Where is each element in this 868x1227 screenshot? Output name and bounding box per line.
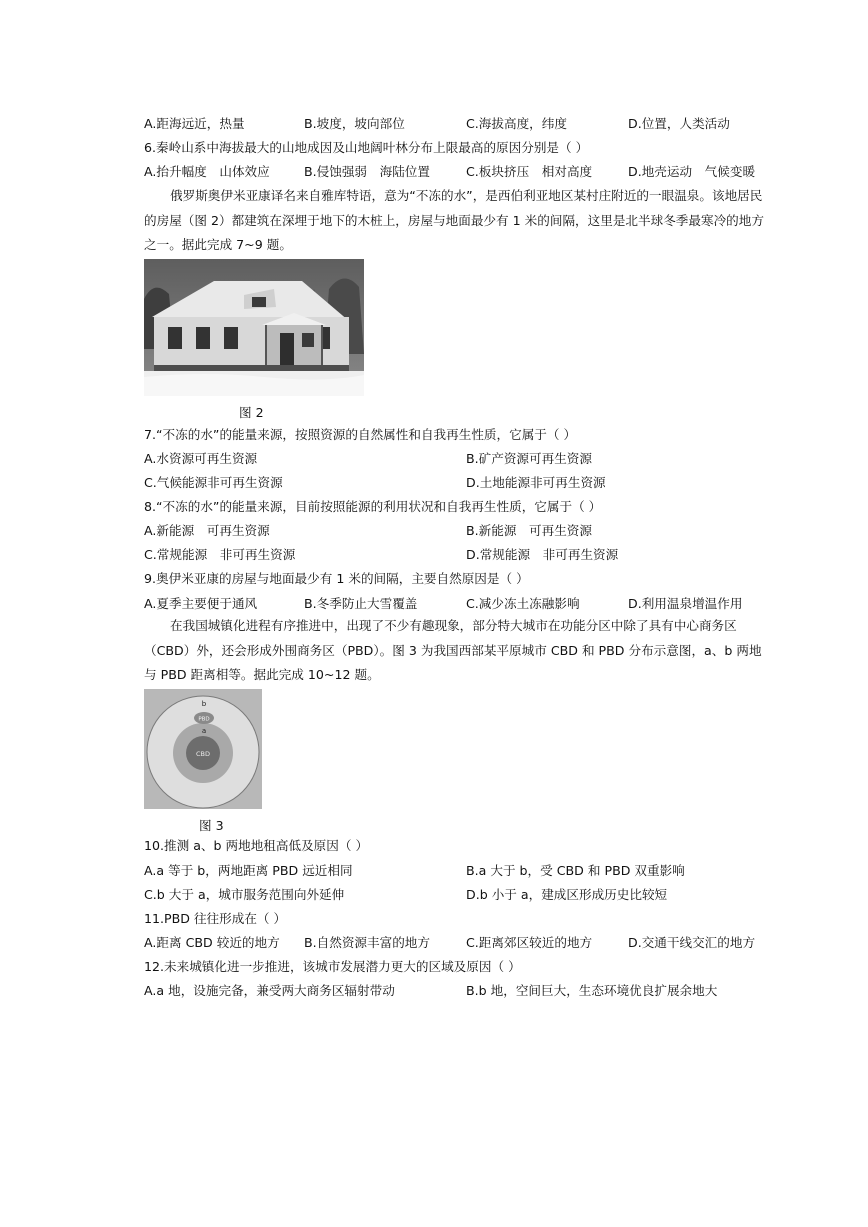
q9-option-b: B.冬季防止大雪覆盖 [304, 596, 418, 611]
q9-stem: 9.奥伊米亚康的房屋与地面最少有 1 米的间隔，主要自然原因是（ ） [144, 571, 529, 586]
passage-cbd-pbd [144, 614, 774, 688]
figure-3-city-diagram [144, 689, 262, 809]
q7-option-c: C.气候能源非可再生资源 [144, 475, 283, 490]
q12-option-b: B.b 地，空间巨大，生态环境优良扩展余地大 [466, 983, 718, 998]
q6-stem: 6.秦岭山系中海拔最大的山地成因及山地阔叶林分布上限最高的原因分别是（ ） [144, 140, 589, 155]
q5-option-d: D.位置，人类活动 [628, 116, 730, 131]
q10-option-a: A.a 等于 b，两地距离 PBD 远近相同 [144, 863, 353, 878]
q7-stem: 7.“不冻的水”的能量来源，按照资源的自然属性和自我再生性质，它属于（ ） [144, 427, 577, 442]
label-pbd: PBD [198, 716, 210, 723]
label-cbd: CBD [195, 750, 211, 758]
q11-option-d: D.交通干线交汇的地方 [628, 935, 756, 950]
q6-option-a: A.抬升幅度 山体效应 [144, 164, 270, 179]
q7-option-d: D.土地能源非可再生资源 [466, 475, 606, 490]
figure-2-caption: 图 2 [239, 405, 264, 420]
label-b: b [201, 700, 207, 708]
passage-oymyakon-text: 俄罗斯奥伊米亚康译名来自雅库特语，意为“不冻的水”，是西伯利亚地区某村庄附近的一眼温泉。该地居民的房屋（图 2）都建筑在深埋于地下的木桩上，房屋与地面最少有 1 米的间隔，这里是北半球冬季最寒冷的地方之一。据此完成 7~9 题。 [144, 188, 764, 252]
house-illustration [144, 259, 364, 396]
cbd-pbd-diagram [144, 689, 262, 809]
figure-3-caption: 图 3 [199, 818, 224, 833]
q8-stem: 8.“不冻的水”的能量来源，目前按照能源的利用状况和自我再生性质，它属于（ ） [144, 499, 602, 514]
q11-stem: 11.PBD 往往形成在（ ） [144, 911, 287, 926]
q9-option-a: A.夏季主要便于通风 [144, 596, 258, 611]
q6-option-c: C.板块挤压 相对高度 [466, 164, 593, 179]
q8-option-c: C.常规能源 非可再生资源 [144, 547, 296, 562]
q8-option-d: D.常规能源 非可再生资源 [466, 547, 619, 562]
q10-option-c: C.b 大于 a，城市服务范围向外延伸 [144, 887, 345, 902]
q10-option-d: D.b 小于 a，建成区形成历史比较短 [466, 887, 668, 902]
q8-option-a: A.新能源 可再生资源 [144, 523, 270, 538]
q6-option-b: B.侵蚀强弱 海陆位置 [304, 164, 430, 179]
q11-option-c: C.距离郊区较近的地方 [466, 935, 593, 950]
q7-option-b: B.矿产资源可再生资源 [466, 451, 592, 466]
passage-cbd-pbd-text: 在我国城镇化进程有序推进中，出现了不少有趣现象，部分特大城市在功能分区中除了具有中心商务区（CBD）外，还会形成外围商务区（PBD）。图 3 为我国西部某平原城市 CBD 和 PBD 分布示意图，a、b 两地与 PBD 距离相等。据此完成 10~12 题。 [144, 618, 762, 682]
q10-option-b: B.a 大于 b，受 CBD 和 PBD 双重影响 [466, 863, 685, 878]
q11-option-a: A.距离 CBD 较近的地方 [144, 935, 280, 950]
q5-option-b: B.坡度，坡向部位 [304, 116, 405, 131]
q7-option-a: A.水资源可再生资源 [144, 451, 258, 466]
q5-option-a: A.距海远近，热量 [144, 116, 245, 131]
label-a: a [201, 727, 207, 735]
figure-2-house-photo [144, 259, 364, 396]
passage-oymyakon [144, 184, 774, 258]
q9-option-c: C.减少冻土冻融影响 [466, 596, 580, 611]
q12-option-a: A.a 地，设施完备，兼受两大商务区辐射带动 [144, 983, 395, 998]
q5-option-c: C.海拔高度，纬度 [466, 116, 567, 131]
q12-stem: 12.未来城镇化进一步推进，该城市发展潜力更大的区域及原因（ ） [144, 959, 521, 974]
q10-stem: 10.推测 a、b 两地地租高低及原因（ ） [144, 838, 369, 853]
q9-option-d: D.利用温泉增温作用 [628, 596, 743, 611]
q11-option-b: B.自然资源丰富的地方 [304, 935, 430, 950]
q6-option-d: D.地壳运动 气候变暖 [628, 164, 756, 179]
q8-option-b: B.新能源 可再生资源 [466, 523, 592, 538]
